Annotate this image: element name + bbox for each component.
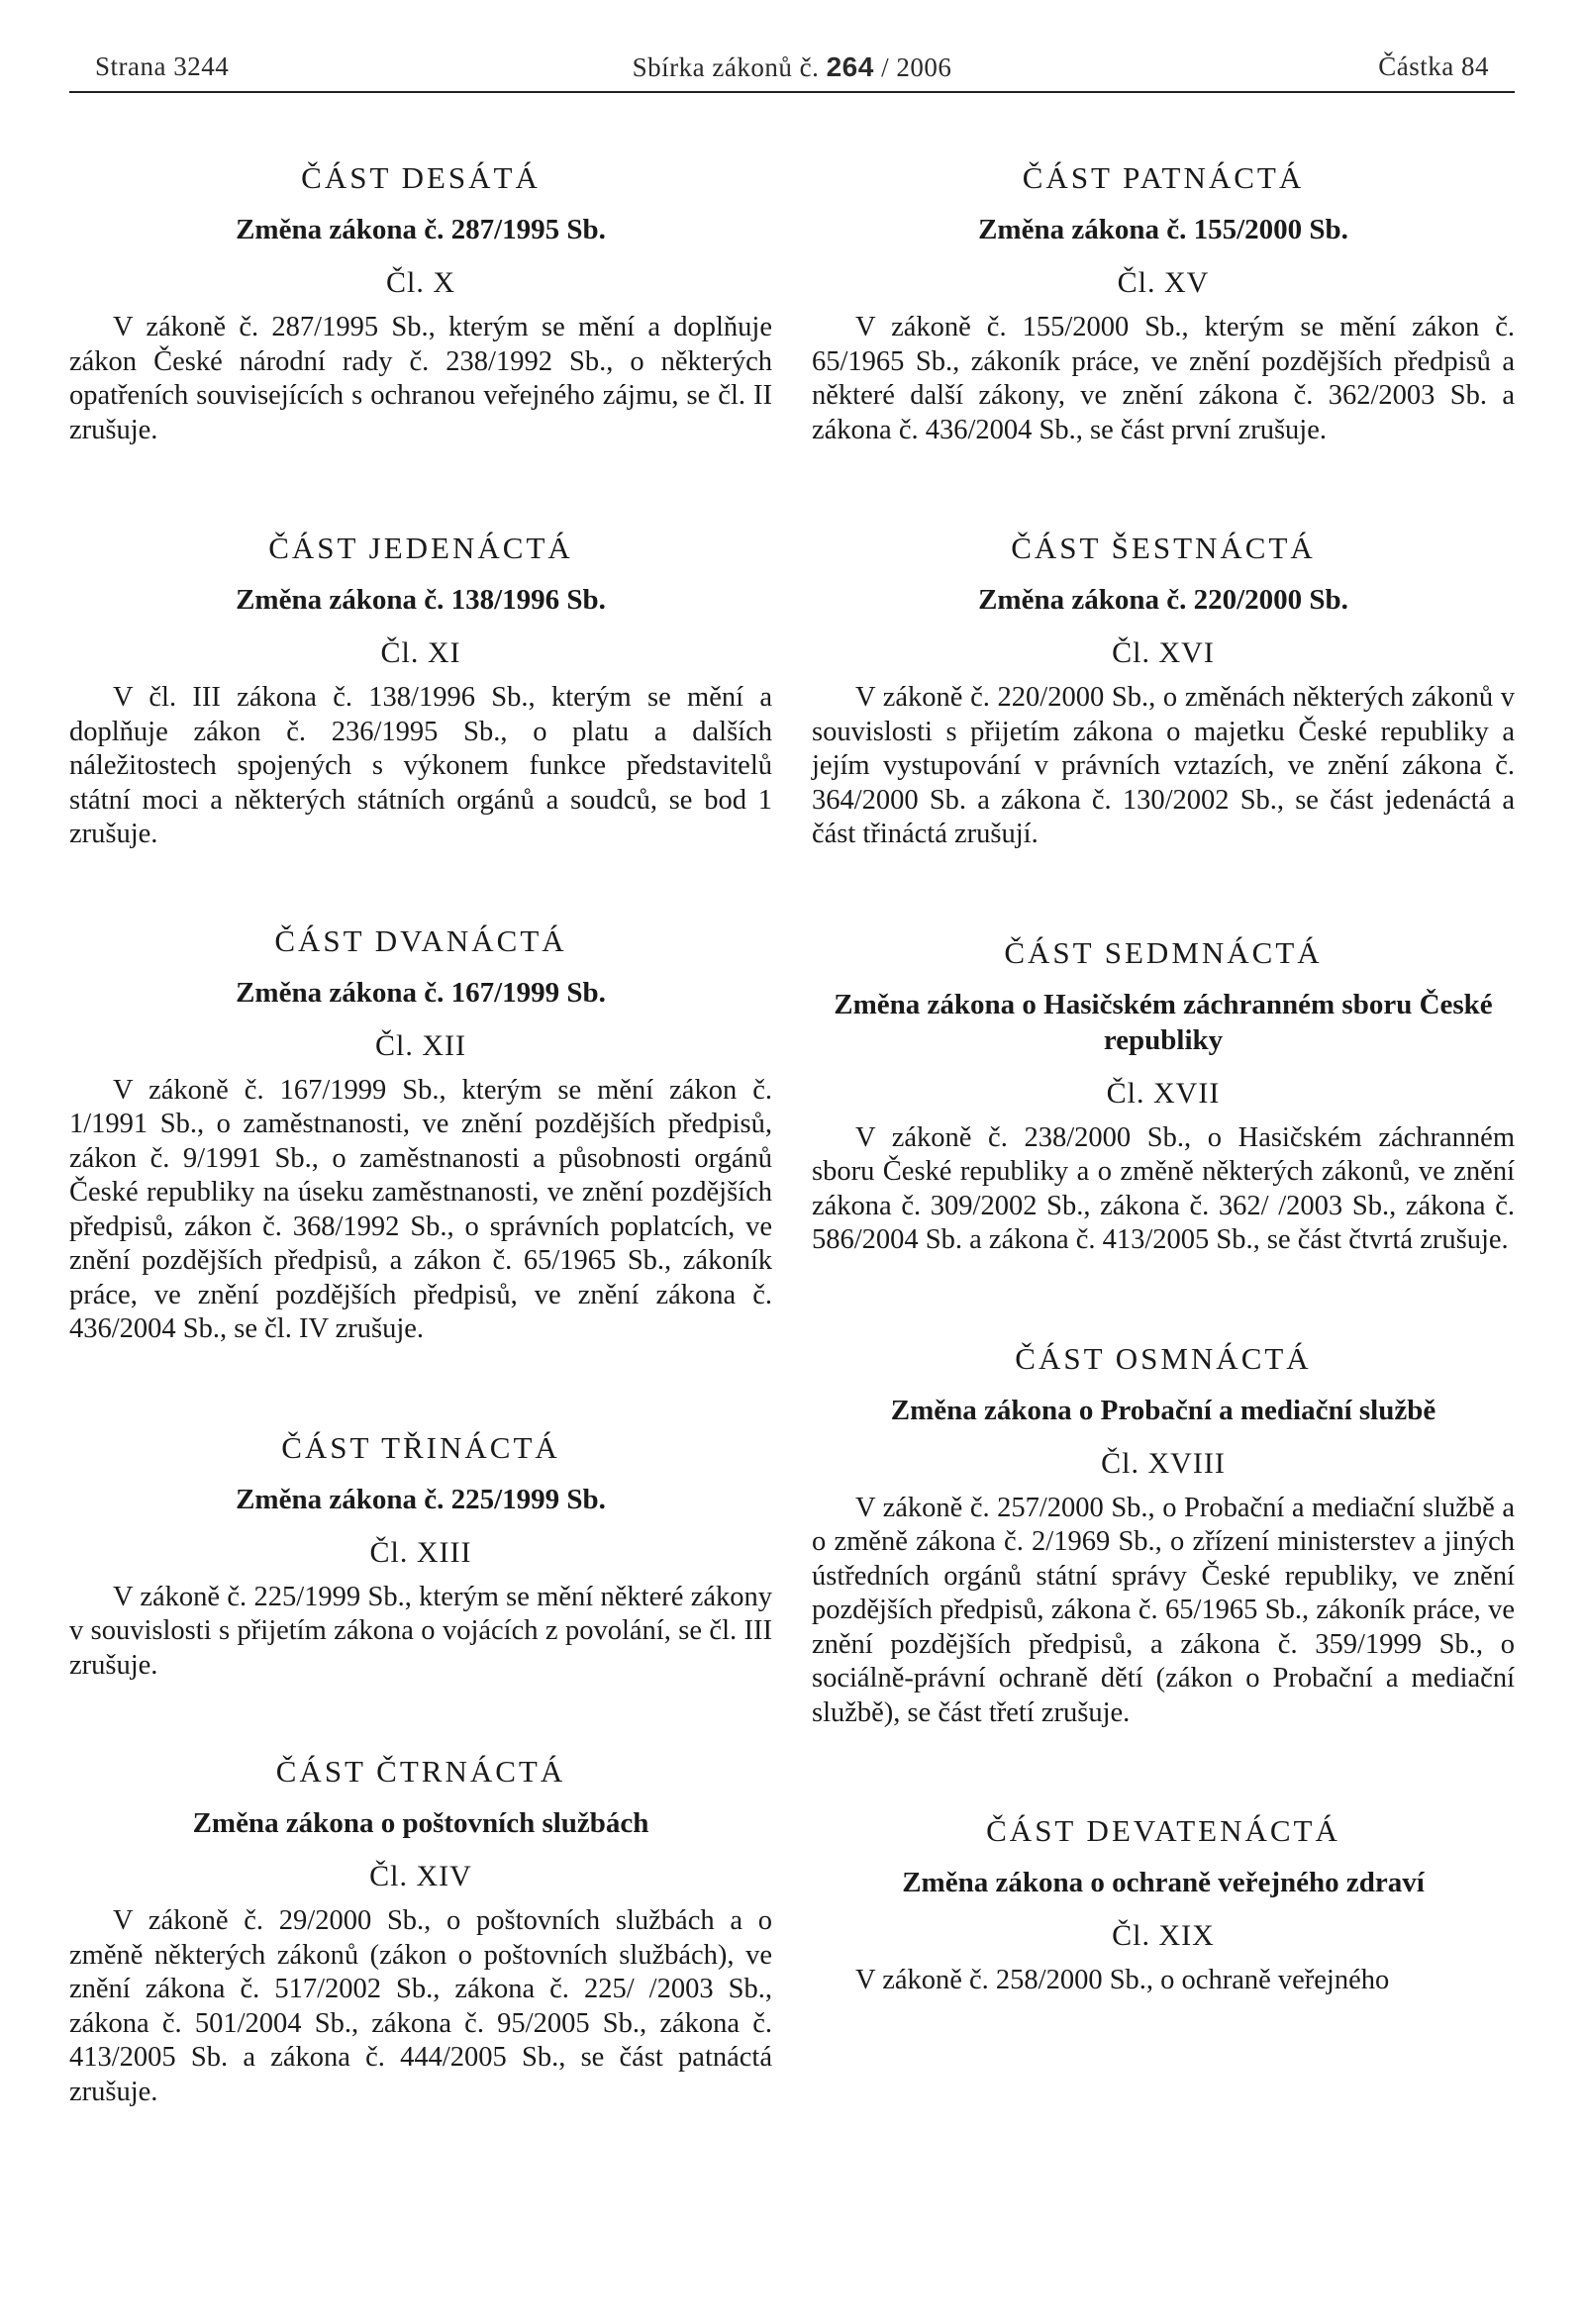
- article-text: V zákoně č. 29/2000 Sb., o poštovních službách a o změně některých zákonů (zákon o poštovních službách), ve znění zákona č. 517/2002 Sb., zákona č. 225/ /2003 Sb., zákona č. 501/2004 Sb., zákona č. 95/2005 Sb., zákona č. 413/2005 Sb. a zákona č. 444/2005 Sb., se část patnáctá zrušuje.: [69, 1905, 772, 2107]
- right-column: [812, 158, 1515, 1998]
- article-number: Čl. XIII: [369, 1535, 472, 1569]
- collection-number: 264: [826, 51, 874, 82]
- collection-year: / 2006: [881, 52, 952, 82]
- article-number: Čl. XVII: [1106, 1076, 1221, 1110]
- section-spacer: [812, 1258, 1515, 1339]
- section-spacer: [69, 1347, 772, 1428]
- header-divider: [69, 91, 1515, 93]
- article-number: Čl. XIV: [369, 1860, 472, 1892]
- part-section: [69, 921, 772, 1347]
- part-section: [812, 1811, 1515, 1998]
- article-text: V zákoně č. 155/2000 Sb., kterým se mění zákon č. 65/1965 Sb., zákoník práce, ve znění pozdějších předpisů a některé další zákony, ve znění zákona č. 362/2003 Sb. a zákona č. 436/2004 Sb., se část první zrušuje.: [812, 312, 1515, 445]
- article-number: Čl. XV: [1117, 266, 1210, 299]
- section-spacer: [69, 852, 772, 921]
- article-text: V zákoně č. 257/2000 Sb., o Probační a mediační službě a o změně zákona č. 2/1969 Sb., o zřízení ministerstev a jiných ústředních orgánů státní správy České republiky, ve znění pozdějších předpisů, zákona č. 65/1965 Sb., zákoník práce, ve znění pozdějších předpisů, a zákona č. 359/1999 Sb., o sociálně-právní ochraně dětí (zákon o Probační a mediační službě), se část třetí zrušuje.: [812, 1492, 1515, 1728]
- section-spacer: [812, 1730, 1515, 1811]
- part-subtitle: Změna zákona o ochraně veřejného zdraví: [902, 1867, 1425, 1898]
- article-text: V zákoně č. 220/2000 Sb., o změnách některých zákonů v souvislosti s přijetím zákona o majetku České republiky a jejím vystupování v právních vztazích, ve znění zákona č. 364/2000 Sb. a zákona č. 130/2002 Sb., se část jedenáctá a část třináctá zrušují.: [812, 682, 1515, 849]
- part-title: ČÁST PATNÁCTÁ: [1022, 160, 1305, 195]
- left-column: [69, 158, 772, 2109]
- article-number: Čl. XI: [380, 636, 461, 669]
- article-text: V zákoně č. 225/1999 Sb., kterým se mění některé zákony v souvislosti s přijetím zákona o vojácích z povolání, se čl. III zrušuje.: [69, 1581, 772, 1681]
- part-section: [69, 1752, 772, 2109]
- part-subtitle: Změna zákona č. 138/1996 Sb.: [236, 584, 606, 616]
- part-title: ČÁST ČTRNÁCTÁ: [275, 1754, 566, 1789]
- part-title: ČÁST SEDMNÁCTÁ: [1004, 934, 1323, 970]
- article-number: Čl. XII: [375, 1028, 466, 1062]
- part-title: ČÁST TŘINÁCTÁ: [281, 1429, 560, 1465]
- article-text: V zákoně č. 167/1999 Sb., kterým se mění zákon č. 1/1991 Sb., o zaměstnanosti, ve znění pozdějších předpisů, zákon č. 9/1991 Sb., o zaměstnanosti a působnosti orgánů České republiky na úseku zaměstnanosti, ve znění pozdějších předpisů, zákon č. 368/1992 Sb., o správních poplatcích, ve znění pozdějších předpisů, a zákon č. 65/1965 Sb., zákoník práce, ve znění pozdějších předpisů, ve znění zákona č. 436/2004 Sb., se čl. IV zrušuje.: [69, 1074, 772, 1344]
- part-subtitle: Změna zákona o poštovních službách: [192, 1807, 649, 1839]
- part-subtitle: Změna zákona č. 155/2000 Sb.: [978, 214, 1348, 245]
- issue-number: Částka 84: [1378, 51, 1489, 81]
- section-spacer: [812, 852, 1515, 933]
- page-number: Strana 3244: [95, 51, 230, 81]
- article-number: Čl. XVIII: [1101, 1446, 1226, 1480]
- section-spacer: [69, 447, 772, 529]
- collection-prefix: Sbírka zákonů č.: [632, 52, 820, 82]
- part-subtitle: Změna zákona č. 220/2000 Sb.: [978, 584, 1348, 616]
- article-text: V čl. III zákona č. 138/1996 Sb., kterým se mění a doplňuje zákon č. 236/1995 Sb., o platu a dalších náležitostech spojených s výkonem funkce představitelů státní moci a některých státních orgánů a soudců, se bod 1 zrušuje.: [69, 682, 772, 849]
- part-title: ČÁST OSMNÁCTÁ: [1015, 1340, 1312, 1376]
- article-text: V zákoně č. 287/1995 Sb., kterým se mění a doplňuje zákon České národní rady č. 238/1992 Sb., o některých opatřeních souvisejících s ochranou veřejného zájmu, se čl. II zrušuje.: [69, 312, 772, 445]
- part-section: [69, 1428, 772, 1684]
- part-section: [69, 158, 772, 447]
- part-section: [69, 529, 772, 852]
- part-subtitle: Změna zákona č. 167/1999 Sb.: [236, 976, 606, 1009]
- collection-title: [69, 51, 1515, 83]
- part-section: [812, 529, 1515, 852]
- part-title: ČÁST ŠESTNÁCTÁ: [1011, 531, 1316, 565]
- article-number: Čl. XVI: [1112, 636, 1215, 669]
- part-subtitle: Změna zákona č. 225/1999 Sb.: [236, 1483, 606, 1515]
- part-title: ČÁST JEDENÁCTÁ: [268, 531, 573, 565]
- article-number: Čl. XIX: [1112, 1919, 1215, 1952]
- article-text: V zákoně č. 258/2000 Sb., o ochraně veřejného: [855, 1965, 1390, 1995]
- part-section: [812, 933, 1515, 1258]
- part-subtitle: Změna zákona č. 287/1995 Sb.: [236, 214, 606, 245]
- section-spacer: [812, 447, 1515, 529]
- part-section: [812, 1339, 1515, 1731]
- part-title: ČÁST DEVATENÁCTÁ: [986, 1813, 1340, 1848]
- article-text: V zákoně č. 238/2000 Sb., o Hasičském záchranném sboru České republiky a o změně některých zákonů, ve znění zákona č. 309/2002 Sb., zákona č. 362/ /2003 Sb., zákona č. 586/2004 Sb. a zákona č. 413/2005 Sb., se část čtvrtá zrušuje.: [812, 1121, 1515, 1255]
- section-spacer: [69, 1683, 772, 1752]
- page-header: [69, 51, 1515, 91]
- part-title: ČÁST DVANÁCTÁ: [274, 922, 567, 958]
- article-number: Čl. X: [385, 266, 455, 299]
- part-title: ČÁST DESÁTÁ: [301, 160, 541, 195]
- part-section: [812, 158, 1515, 447]
- part-subtitle: Změna zákona o Probační a mediační službě: [890, 1394, 1436, 1426]
- part-subtitle: Změna zákona o Hasičském záchranném sboru České republiky: [834, 988, 1493, 1056]
